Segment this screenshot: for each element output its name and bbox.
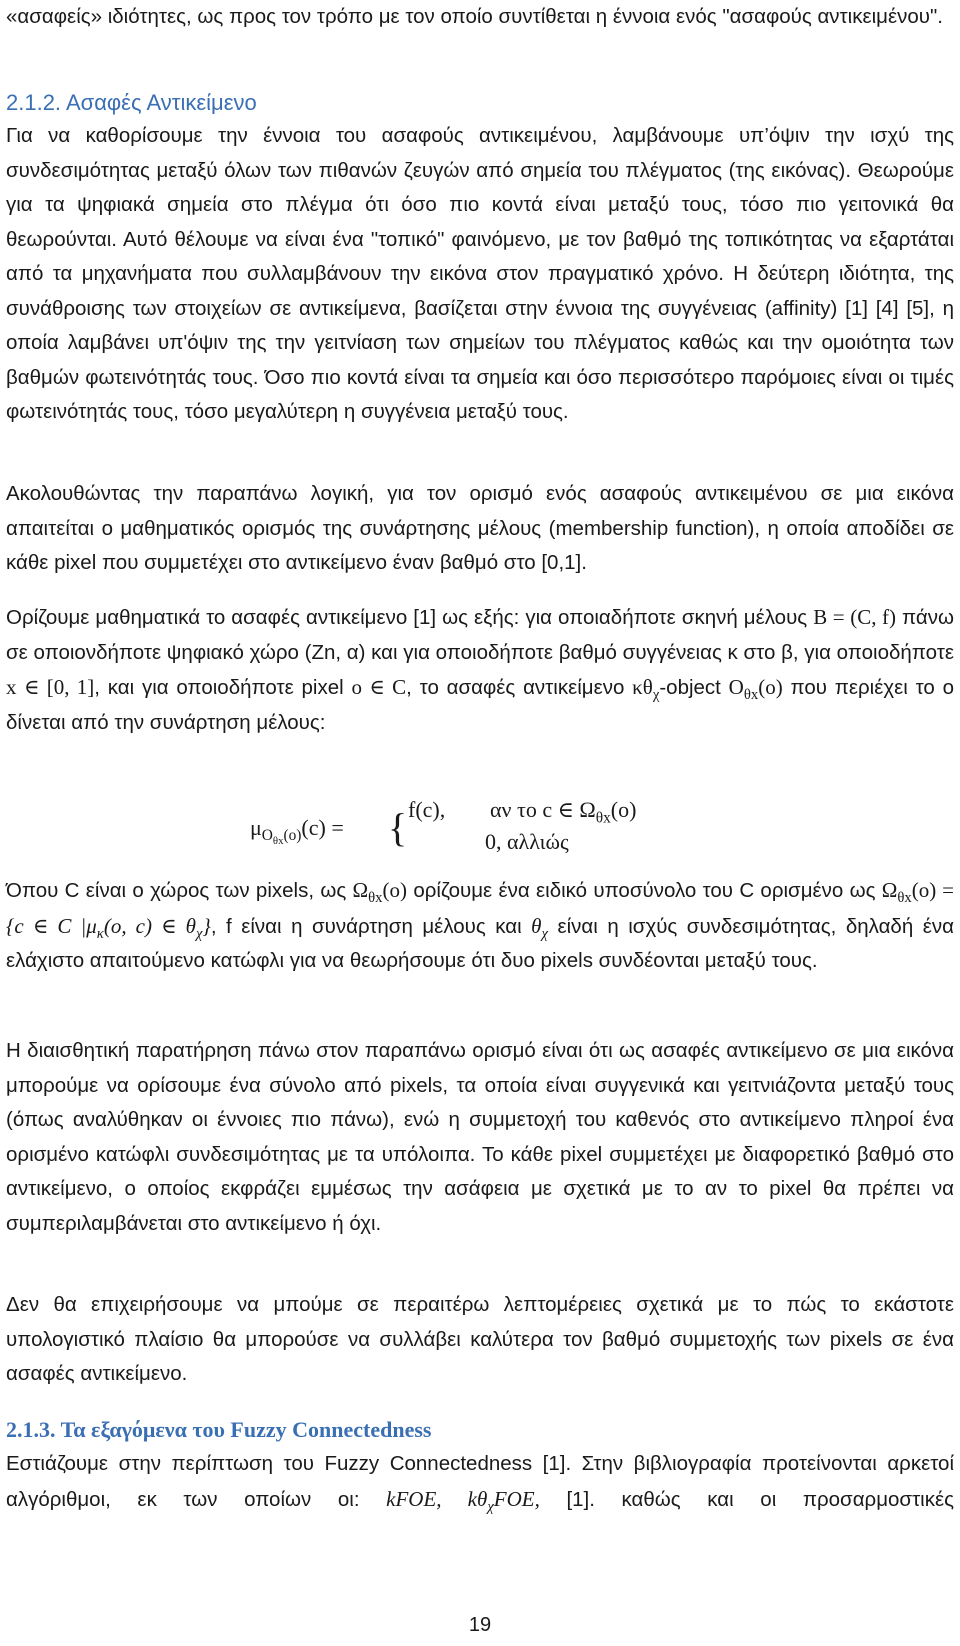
math-set-close: } (202, 913, 211, 938)
math-algorithms-tail: FOE, (493, 1486, 540, 1511)
definition-text-1: Ορίζουμε μαθηματικά το ασαφές αντικείμενο [1] ως εξής: για οποιαδήποτε σκηνή μέλους (6, 606, 814, 629)
omega-text-4: είναι η ισχύς συνδεσιμότητας, δηλαδή ένα ελάχιστο απαιτούμενο κατώφλι για να θεωρήσουμε ότι δυο pixels συνδέονται μεταξύ τους. (6, 914, 954, 972)
omega-text-3: , f είναι η συνάρτηση μέλους και (210, 914, 532, 938)
math-omega-2-sub: θx (897, 890, 912, 907)
math-omega-1-base: Ω (352, 878, 369, 902)
definition-text-4: , το ασαφές αντικείμενο (406, 676, 633, 699)
math-omega-2-tail: (o) = (911, 878, 954, 902)
formula-case1-cond-tail: (o) (610, 797, 637, 822)
math-o-in-C: o ∈ C (351, 675, 407, 699)
formula-mu-sub: O (261, 827, 273, 845)
math-omega-2 (881, 878, 954, 907)
math-set-sub-kappa: κ (96, 925, 104, 942)
math-theta-chi-sub: χ (541, 925, 548, 942)
math-theta-chi (531, 913, 548, 942)
math-kappa-theta-base: κθ (632, 675, 653, 699)
formula-mu: μ (250, 815, 262, 840)
paragraph-intuitive-observation: Η διαισθητική παρατήρηση πάνω στον παραπάνω ορισμό είναι ότι ως ασαφές αντικείμενο σε μια εικόνα μπορούμε να ορίσουμε ένα σύνολο από pixels, τα οποία είναι συγγενικά και γειτνιάζοντα μεταξύ τους (όπως αναλύθηκαν οι έννοιες πιο πάνω), ενώ η συμμετοχή του καθενός στο αντικείμενο πληροί ένα ορισμένο κατώφλι συνδεσιμότητας με τα υπόλοιπα. Το κάθε pixel συμμετέχει με διαφορετικό βαθμό στο αντικείμενο, ο οποίος εκφράζει εμμέσως την ασάφεια με σχετικά με το αν το pixel θα πρέπει να συμπεριλαμβάνεται στο αντικείμενο ή όχι. (6, 1039, 954, 1235)
math-algorithms-sub: χ (487, 1498, 494, 1515)
formula-case1-condition (490, 793, 636, 828)
definition-text-6: που περιέχει το o δίνεται από την συνάρτηση μέλους: (6, 676, 955, 734)
paragraph-fuzzy-connectedness (6, 1447, 954, 1517)
math-object-O-tail: (o) (758, 675, 783, 699)
math-kappa-theta (632, 675, 660, 704)
formula-case1-value: f(c), (408, 797, 446, 822)
section-heading-2-1-2: 2.1.2. Ασαφές Αντικείμενο (6, 90, 257, 115)
definition-text-2: πάνω σε οποιονδήποτε ψηφιακό χώρο (Zn, α) και για οποιοδήποτε βαθμό συγγένειας κ στο β, για οποιοδήποτε (6, 606, 954, 664)
page-number: 19 (468, 1614, 492, 1636)
formula-lhs (250, 811, 344, 846)
definition-text-5: -object (659, 676, 729, 699)
section-heading-2-1-3: 2.1.3. Τα εξαγόμενα του Fuzzy Connectedness (6, 1417, 432, 1442)
math-object-O-sub: θx (743, 687, 759, 704)
paragraph-omega-definition (6, 873, 954, 979)
fc-text-1: Εστιάζουμε στην περίπτωση του Fuzzy Connectedness [1]. Στην βιβλιογραφία προτείνονται αρκετοί αλγόριθμοι, εκ των οποίων οι: (6, 1452, 954, 1511)
paragraph-further-details: Δεν θα επιχειρήσουμε να μπούμε σε περαιτέρω λεπτομέρειες σχετικά με το πώς το εκάστοτε υπολογιστικό πλαίσιο θα μπορούσε να συλλάβει καλύτερα τον βαθμό συμμετοχής των pixels σε ένα ασαφές αντικείμενο. (6, 1293, 954, 1385)
formula-mu-subsub: θx (272, 835, 284, 848)
math-omega-1 (352, 878, 408, 907)
paragraph-membership-function: Ακολουθώντας την παραπάνω λογική, για τον ορισμό ενός ασαφούς αντικειμένου σε μια εικόνα απαιτείται ο μαθηματικός ορισμός της συνάρτησης μέλους (membership function), η οποία αποδίδει σε κάθε pixel που συμμετέχει στο αντικείμενο έναν βαθμό στο [0,1]. (6, 482, 954, 574)
math-object-O-base: O (728, 675, 744, 699)
formula-case1-cond-sub: θx (595, 809, 611, 827)
math-object-O (728, 675, 783, 704)
formula-lhs-tail: (c) = (301, 815, 344, 840)
fc-text-2: [1]. καθώς και οι προσαρμοστικές (539, 1487, 955, 1511)
math-algorithms (386, 1486, 540, 1515)
math-set-middle: (o, c) ∈ θ (103, 913, 196, 938)
intro-paragraph: «ασαφείς» ιδιότητες, ως προς τον τρόπο με τον οποίο συντίθεται η έννοια ενός "ασαφούς αντικειμένου". (6, 5, 943, 28)
math-omega-1-tail: (o) (382, 878, 408, 902)
math-theta-chi-base: θ (531, 913, 542, 938)
math-x-interval: x ∈ [0, 1] (6, 675, 95, 699)
omega-text-2: ορίζουμε ένα ειδικό υποσύνολο του C ορισμένο ως (407, 879, 882, 902)
math-kappa-theta-sub: χ (652, 687, 660, 704)
formula-case1-cond-text: αν το c ∈ Ω (490, 797, 596, 822)
paragraph-definition (6, 600, 954, 740)
membership-formula (250, 793, 710, 863)
formula-case2: 0, αλλιώς (485, 829, 569, 854)
math-scene-B: B = (C, f) (813, 605, 897, 629)
formula-mu-sub-tail: (o) (283, 827, 302, 845)
definition-text-3: , και για οποιοδήποτε pixel (94, 676, 352, 699)
math-omega-2-base: Ω (881, 878, 898, 902)
paragraph-connectivity: Για να καθορίσουμε την έννοια του ασαφούς αντικειμένου, λαμβάνουμε υπ’όψιν την ισχύ της συνδεσιμότητας μεταξύ όλων των πιθανών ζευγών από σημεία του πλέγματος (της εικόνας). Θεωρούμε για τα ψηφιακά σημεία στο πλέγμα ότι όσο πιο κοντά είναι μεταξύ τους, τόσο πιο γειτονικά θα θεωρούνται. Αυτό θέλουμε να είναι ένα "τοπικό" φαινόμενο, με τον βαθμό της τοπικότητας να εξαρτάται από τα μηχανήματα που συλλαμβάνουν την εικόνα στον πραγματικό χρόνο. Η δεύτερη ιδιότητα, της συνάθροισης των στοιχείων σε αντικείμενα, βασίζεται στην έννοια της συγγένειας (affinity) [1] [4] [5], η οποία λαμβάνει υπ'όψιν της την γειτνίαση των σημείων του πλέγματος καθώς και την ομοιότητα των βαθμών φωτεινότητάς τους. Όσο πιο κοντά είναι τα σημεία και όσο περισσότερο παρόμοιες είναι οι τιμές φωτεινότητάς τους, τόσο μεγαλύτερη η συγγένεια μεταξύ τους. (6, 124, 954, 423)
math-omega-1-sub: θx (368, 890, 383, 907)
math-set-sub-chi: χ (195, 925, 203, 942)
math-set-open: {c ∈ C |μ (6, 913, 97, 938)
math-algorithms-base: kFOE, kθ (386, 1486, 488, 1511)
formula-brace: { (388, 805, 408, 850)
math-set-definition (6, 913, 211, 942)
omega-text-1: Όπου C είναι ο χώρος των pixels, ως (6, 879, 353, 902)
